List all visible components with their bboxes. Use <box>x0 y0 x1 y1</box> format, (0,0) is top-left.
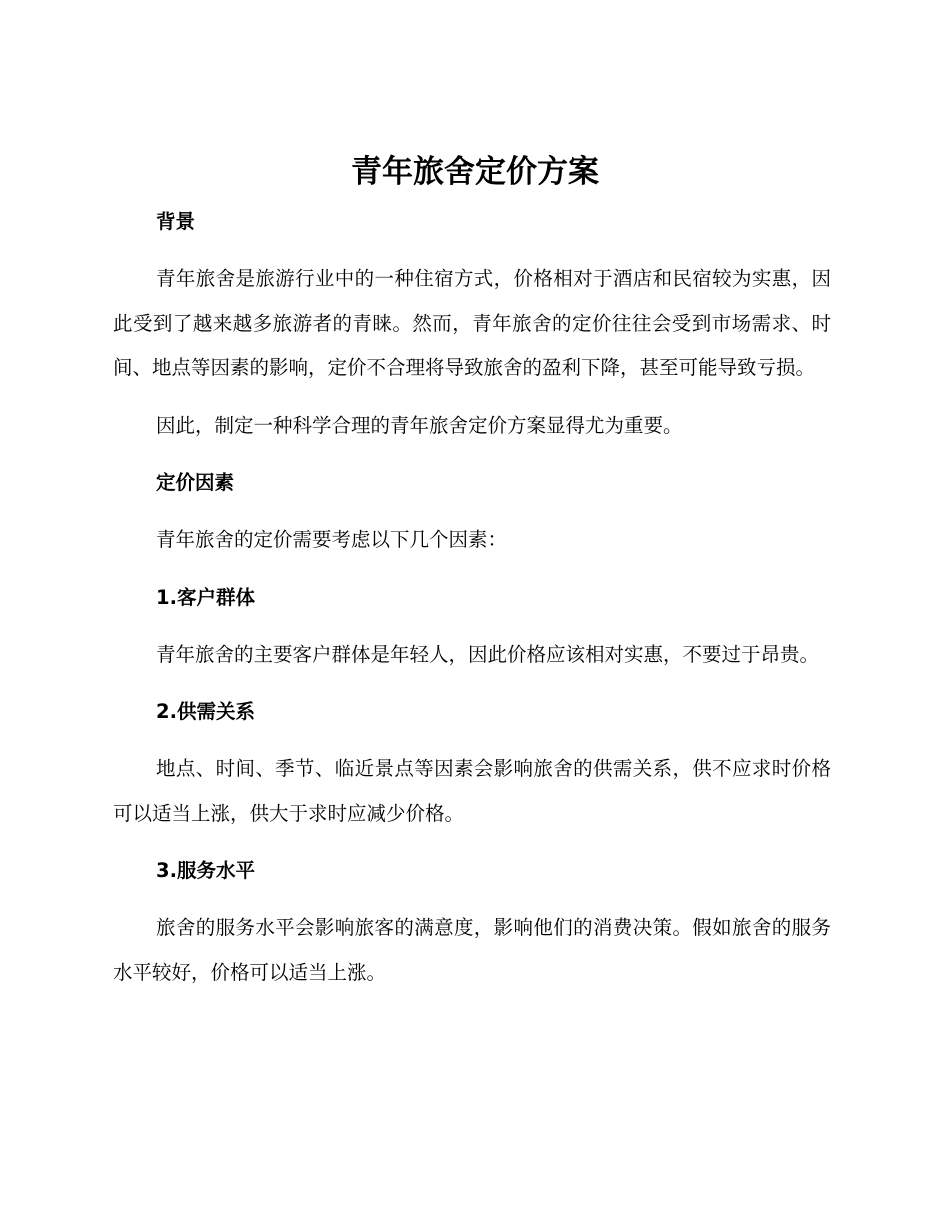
background-paragraph-1: 青年旅舍是旅游行业中的一种住宿方式，价格相对于酒店和民宿较为实惠，因此受到了越来越多旅游者的青睐。然而，青年旅舍的定价往往会受到市场需求、时间、地点等因素的影响，定价不合理将导致旅舍的盈利下降，甚至可能导致亏损。 <box>113 267 831 379</box>
page-title: 青年旅舍定价方案 <box>351 154 599 190</box>
section-heading-supply-demand: 2.供需关系 <box>156 700 255 723</box>
section-heading-service-level: 3.服务水平 <box>156 859 255 882</box>
section-heading-background: 背景 <box>156 210 196 233</box>
customer-group-paragraph: 青年旅舍的主要客户群体是年轻人，因此价格应该相对实惠，不要过于昂贵。 <box>156 642 820 666</box>
service-level-paragraph: 旅舍的服务水平会影响旅客的满意度，影响他们的消费决策。假如旅舍的服务水平较好，价格可以适当上涨。 <box>113 916 831 984</box>
section-heading-customer-group: 1.客户群体 <box>156 585 255 609</box>
factors-intro-paragraph: 青年旅舍的定价需要考虑以下几个因素： <box>156 528 508 551</box>
section-heading-factors: 定价因素 <box>156 471 235 494</box>
supply-demand-paragraph: 地点、时间、季节、临近景点等因素会影响旅舍的供需关系，供不应求时价格可以适当上涨，供大于求时应减少价格。 <box>113 757 831 825</box>
background-paragraph-2: 因此，制定一种科学合理的青年旅舍定价方案显得尤为重要。 <box>156 413 683 437</box>
document-body <box>113 200 831 1008</box>
